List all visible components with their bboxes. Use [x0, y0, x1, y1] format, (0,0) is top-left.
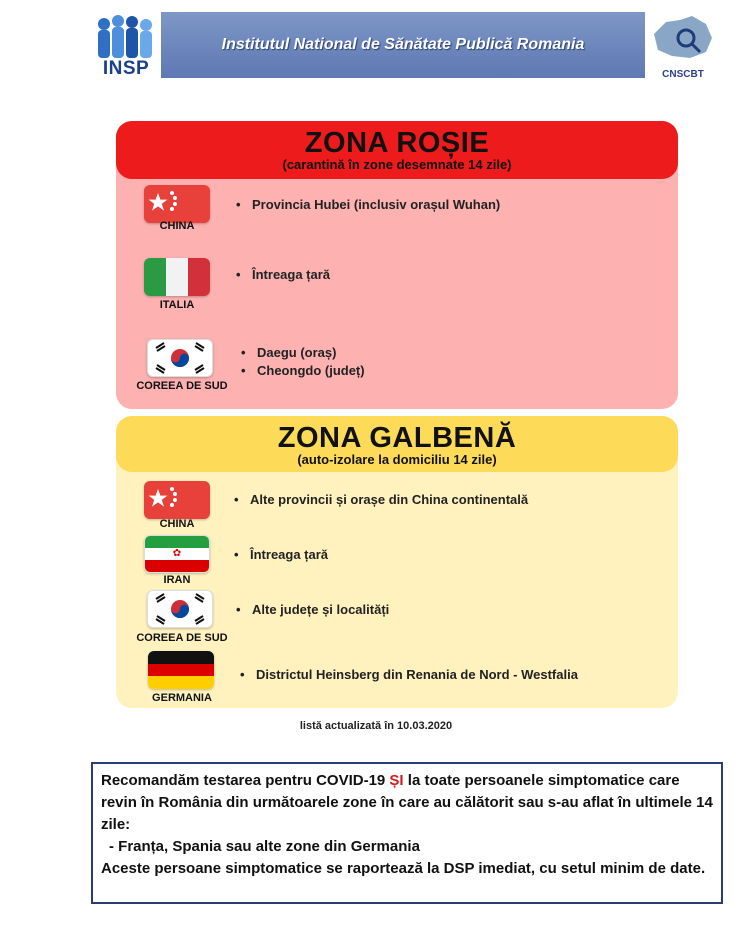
people-icon	[92, 12, 160, 62]
yellow-zone-title: ZONA GALBENĂ	[277, 422, 517, 454]
south-korea-flag-icon	[147, 590, 213, 628]
south-korea-flag-icon	[147, 339, 213, 377]
list-item: • Alte provincii și orașe din China continentală	[234, 491, 528, 509]
red-korea-list	[241, 344, 365, 380]
country-label: CHINA	[159, 220, 195, 232]
cnscbt-logo	[646, 12, 720, 80]
country-label: CHINA	[159, 518, 195, 530]
germany-flag-icon	[148, 651, 214, 689]
country-label: COREEA DE SUD	[136, 632, 228, 644]
recommendation-highlight: ȘI	[389, 772, 404, 789]
yellow-korea-list	[236, 601, 389, 619]
italy-flag-icon	[144, 258, 210, 296]
list-item: • Alte județe și localități	[236, 601, 389, 619]
list-item: • Daegu (oraș)	[241, 344, 365, 362]
banner-title: Institutul National de Sănătate Publică Romania	[221, 36, 585, 53]
recommendation-intro-rest: la toate persoanele simptomatice care revin în România din următoarele zone în care au călătorit sau s-au aflat în ultimele 14 zile:	[101, 772, 713, 833]
china-flag-icon	[144, 481, 210, 519]
red-zone-title: ZONA ROȘIE	[304, 127, 490, 159]
country-label: ITALIA	[159, 299, 195, 311]
red-zone-header	[116, 121, 678, 179]
china-flag-icon	[144, 185, 210, 223]
country-label: GERMANIA	[152, 692, 212, 704]
red-china-list	[236, 196, 500, 214]
recommendation-closing: Aceste persoane simptomatice se raportează la DSP imediat, cu setul minim de date.	[101, 860, 706, 877]
country-label: IRAN	[163, 574, 191, 586]
insp-logo-text: INSP	[102, 58, 150, 79]
cnscbt-logo-text: CNSCBT	[662, 69, 704, 80]
header-banner	[161, 12, 645, 78]
list-item: • Provincia Hubei (inclusiv orașul Wuhan)	[236, 196, 500, 214]
yellow-iran-list	[234, 546, 328, 564]
iran-flag-icon: ✿	[144, 535, 210, 573]
list-item: • Cheongdo (județ)	[241, 362, 365, 380]
recommendation-box	[91, 762, 723, 904]
red-italy-list	[236, 266, 330, 284]
red-zone-subtitle: (carantină în zone desemnate 14 zile)	[282, 157, 512, 172]
list-item: • Întreaga țară	[234, 546, 328, 564]
list-item: • Districtul Heinsberg din Renania de Nord - Westfalia	[240, 666, 578, 684]
yellow-china-list	[234, 491, 528, 509]
recommendation-text	[101, 770, 713, 836]
country-label: COREEA DE SUD	[136, 380, 228, 392]
recommendation-item: - Franța, Spania sau alte zone din Germania	[109, 838, 420, 855]
yellow-zone-subtitle: (auto-izolare la domiciliu 14 zile)	[297, 452, 497, 467]
yellow-germany-list	[240, 666, 578, 684]
yellow-zone-header	[116, 416, 678, 472]
romania-map-icon	[646, 12, 720, 66]
list-item: • Întreaga țară	[236, 266, 330, 284]
updated-note: listă actualizată în 10.03.2020	[299, 720, 453, 732]
recommendation-intro: Recomandăm testarea pentru COVID-19	[101, 772, 390, 789]
insp-logo	[92, 12, 160, 80]
